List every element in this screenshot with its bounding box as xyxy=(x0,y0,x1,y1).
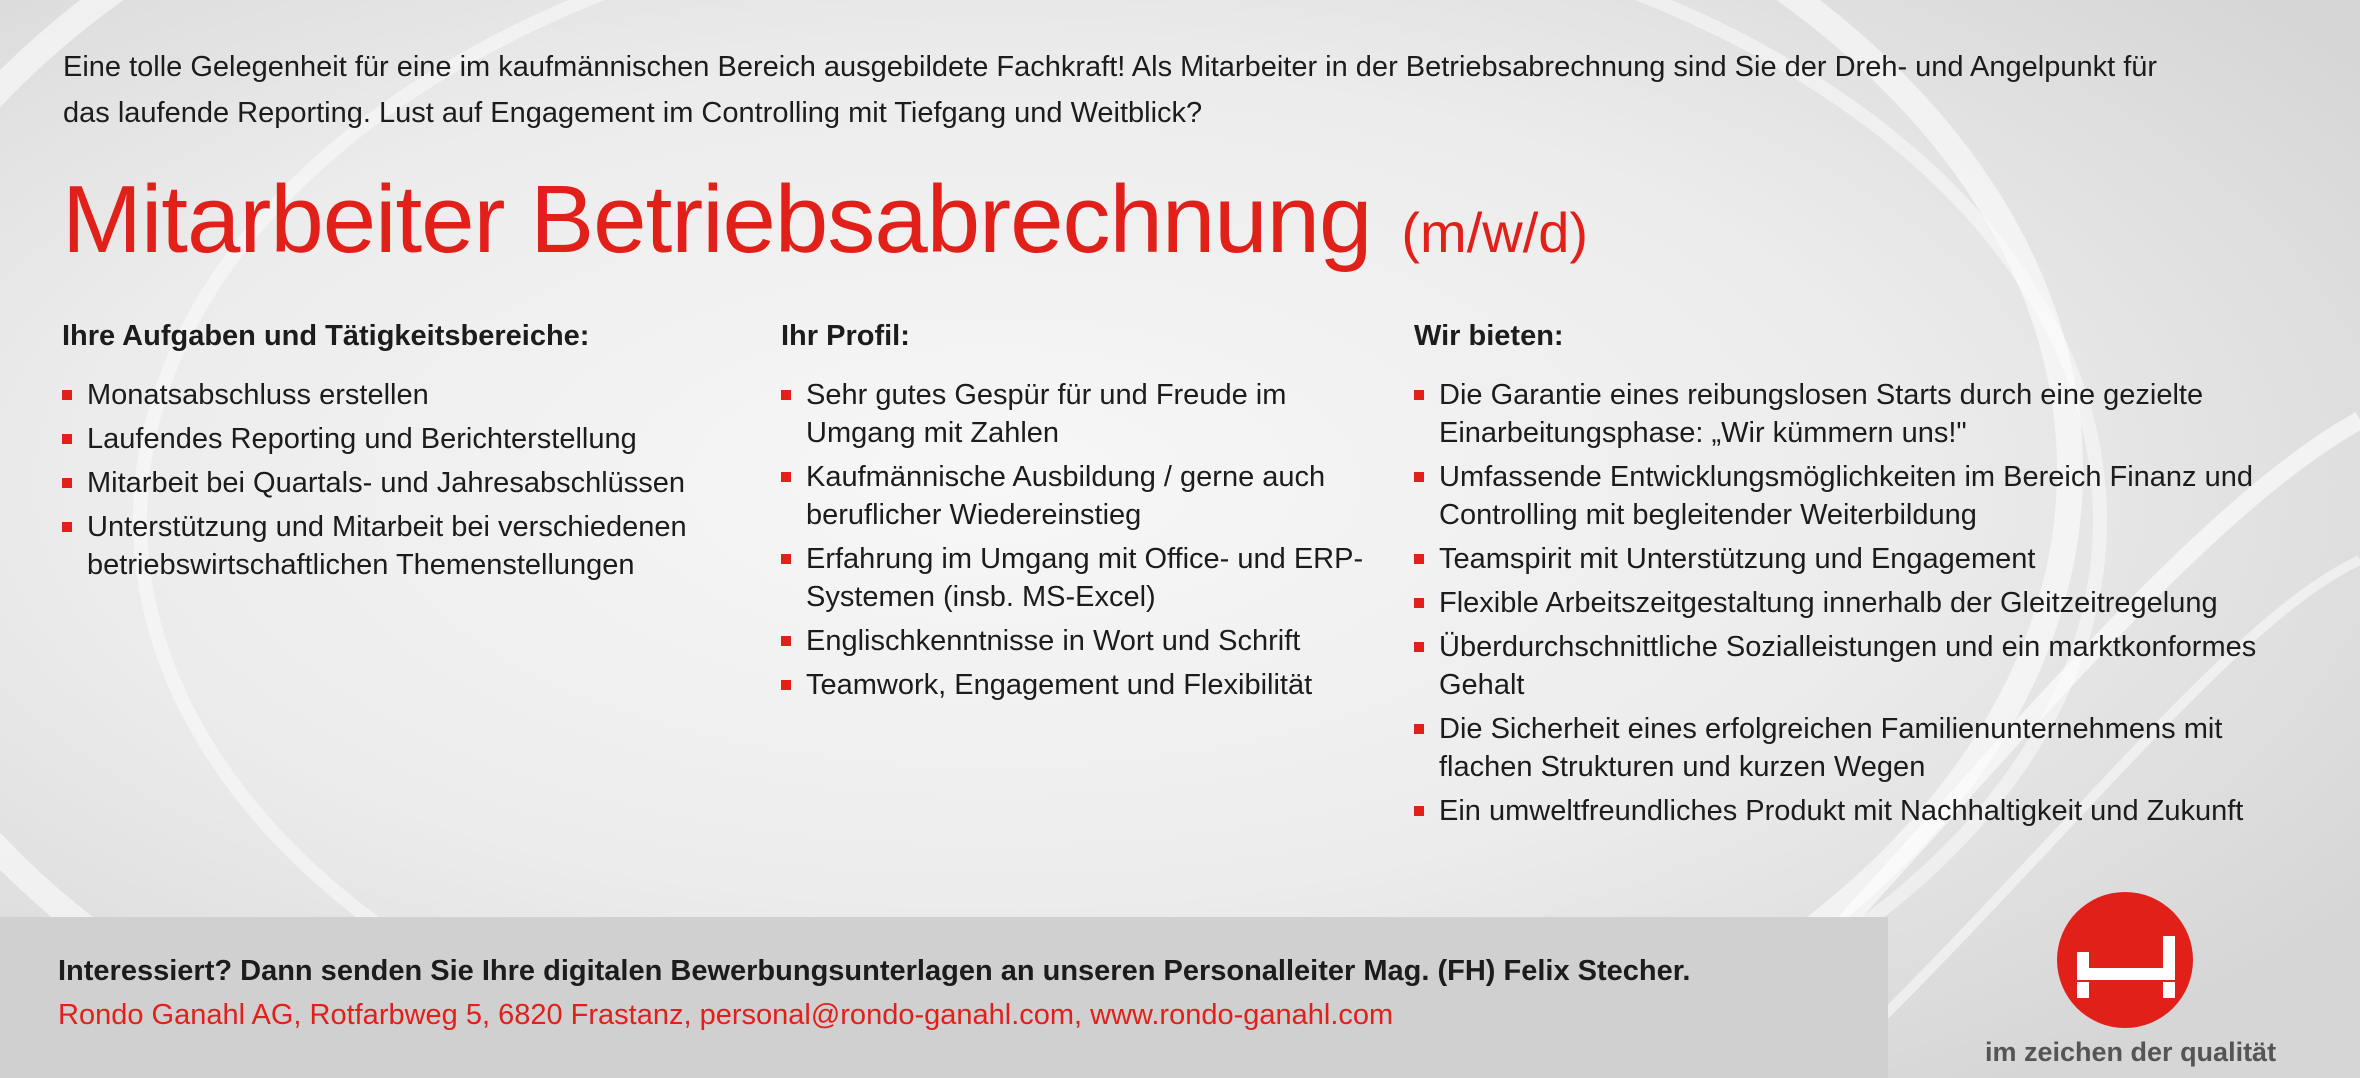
list-item xyxy=(781,458,1401,534)
list-item-text: Erfahrung im Umgang mit Office- und ERP-Systemen (insb. MS-Excel) xyxy=(806,543,1364,613)
brand-tagline: im zeichen der qualität xyxy=(1985,1037,2277,1067)
column-heading: Ihr Profil: xyxy=(781,320,910,352)
column-profile xyxy=(781,318,1401,710)
list-item xyxy=(62,420,762,458)
bullet-square-icon xyxy=(1414,472,1424,482)
bullet-square-icon xyxy=(62,390,72,400)
bullet-square-icon xyxy=(781,636,791,646)
list-item-text: Überdurchschnittliche Sozialleistungen und ein marktkonformes Gehalt xyxy=(1439,631,2257,701)
list-item-text: Teamwork, Engagement und Flexibilität xyxy=(806,669,1313,701)
column-tasks xyxy=(62,318,762,590)
list-item xyxy=(62,376,762,414)
bullet-list xyxy=(1414,376,2294,830)
list-item-text: Englischkenntnisse in Wort und Schrift xyxy=(806,625,1301,657)
list-item xyxy=(781,666,1401,704)
list-item-text: Flexible Arbeitszeitgestaltung innerhalb der Gleitzeitregelung xyxy=(1439,587,2218,619)
list-item xyxy=(1414,792,2294,830)
bullet-square-icon xyxy=(781,680,791,690)
call-to-action: Interessiert? Dann senden Sie Ihre digitalen Bewerbungsunterlagen an unseren Personalleiter Mag. (FH) Felix Stecher. xyxy=(58,955,1691,987)
list-item xyxy=(1414,628,2294,704)
bullet-square-icon xyxy=(781,472,791,482)
list-item-text: Ein umweltfreundliches Produkt mit Nachhaltigkeit und Zukunft xyxy=(1439,795,2244,827)
list-item-text: Die Garantie eines reibungslosen Starts durch eine gezielte Einarbeitungsphase: „Wir kümmern uns!" xyxy=(1439,379,2204,449)
bullet-square-icon xyxy=(1414,598,1424,608)
column-heading: Wir bieten: xyxy=(1414,320,1564,352)
list-item xyxy=(1414,376,2294,452)
list-item-text: Die Sicherheit eines erfolgreichen Familienunternehmens mit flachen Strukturen und kurzen Wegen xyxy=(1439,713,2223,783)
rondo-logo-icon xyxy=(2055,890,2195,1030)
intro-text: Eine tolle Gelegenheit für eine im kaufmännischen Bereich ausgebildete Fachkraft! Als Mitarbeiter in der Betriebsabrechnung sind Sie der Dreh- und Angelpunkt für das laufende Reporting. Lust auf Engagement im Controlling mit Tiefgang und Weitblick? xyxy=(63,51,2158,129)
bullet-square-icon xyxy=(1414,642,1424,652)
list-item-text: Monatsabschluss erstellen xyxy=(87,379,429,411)
list-item xyxy=(1414,458,2294,534)
list-item-text: Kaufmännische Ausbildung / gerne auch beruflicher Wiedereinstieg xyxy=(806,461,1326,531)
column-offer xyxy=(1414,318,2294,836)
list-item xyxy=(1414,710,2294,786)
column-heading: Ihre Aufgaben und Tätigkeitsbereiche: xyxy=(62,320,590,352)
list-item-text: Umfassende Entwicklungsmöglichkeiten im Bereich Finanz und Controlling mit begleitender Weiterbildung xyxy=(1439,461,2253,531)
list-item xyxy=(62,508,762,584)
bullet-square-icon xyxy=(1414,724,1424,734)
list-item xyxy=(62,464,762,502)
job-title-main: Mitarbeiter Betriebsabrechnung xyxy=(62,166,1372,273)
bullet-square-icon xyxy=(62,478,72,488)
list-item-text: Unterstützung und Mitarbeit bei verschiedenen betriebswirtschaftlichen Themenstellungen xyxy=(87,511,687,581)
list-item-text: Mitarbeit bei Quartals- und Jahresabschlüssen xyxy=(87,467,686,499)
bullet-square-icon xyxy=(1414,390,1424,400)
bullet-square-icon xyxy=(62,434,72,444)
list-item xyxy=(1414,540,2294,578)
list-item xyxy=(781,622,1401,660)
list-item xyxy=(781,376,1401,452)
bullet-square-icon xyxy=(781,554,791,564)
job-title xyxy=(62,160,1588,293)
bullet-square-icon xyxy=(1414,806,1424,816)
list-item-text: Laufendes Reporting und Berichterstellung xyxy=(87,423,637,455)
bullet-square-icon xyxy=(781,390,791,400)
list-item-text: Sehr gutes Gespür für und Freude im Umgang mit Zahlen xyxy=(806,379,1287,449)
bullet-list xyxy=(781,376,1401,704)
contact-line: Rondo Ganahl AG, Rotfarbweg 5, 6820 Frastanz, personal@rondo-ganahl.com, www.rondo-ganahl.com xyxy=(58,999,1394,1031)
list-item xyxy=(781,540,1401,616)
list-item xyxy=(1414,584,2294,622)
bullet-list xyxy=(62,376,762,584)
bullet-square-icon xyxy=(1414,554,1424,564)
list-item-text: Teamspirit mit Unterstützung und Engagement xyxy=(1439,543,2036,575)
bullet-square-icon xyxy=(62,522,72,532)
job-title-suffix: (m/w/d) xyxy=(1401,201,1589,264)
